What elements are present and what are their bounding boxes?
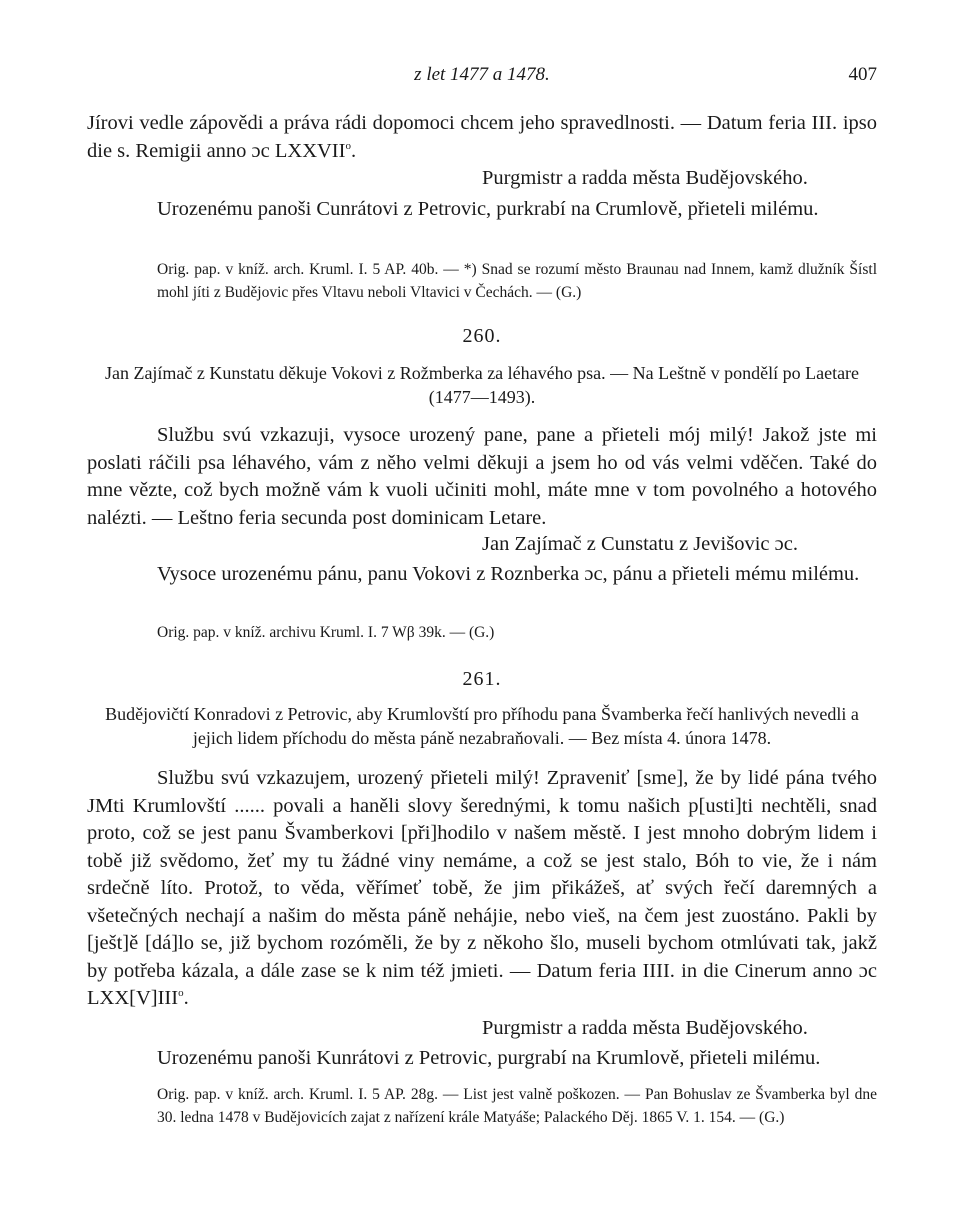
regest-261: Budějovičtí Konradovi z Petrovic, aby Krumlovští pro příhodu pana Švamberka řečí hanlivých nevedli a jejich lidem příchodu do města páně nezabraňovali. — Bez místa 4. února 1478. (105, 704, 859, 748)
previous-letter-address: Urozenému panoši Cunrátovi z Petrovic, purkrabí na Crumlově, přieteli milému. (157, 198, 819, 220)
page-number: 407 (848, 64, 877, 85)
running-title: z let 1477 a 1478. (414, 64, 550, 85)
signature-260: Jan Zajímač z Cunstatu z Jevišovic ɔc. (482, 533, 798, 555)
address-261: Urozenému panoši Kunrátovi z Petrovic, purgrabí na Krumlově, přieteli milému. (157, 1047, 821, 1069)
document-number-260: 260. (462, 325, 502, 347)
previous-letter-ending: Jírovi vedle zápovědi a práva rádi dopomoci chcem jeho spravedlnosti. — Datum feria III. ipso die s. Remigii anno ɔc LXXVII$^o$. (87, 112, 877, 162)
previous-letter-signature: Purgmistr a radda města Budějovského. (482, 167, 808, 189)
footnote-261: Orig. pap. v kníž. arch. Kruml. I. 5 AP. 28g. — List jest valně poškozen. — Pan Bohuslav ze Švamberka byl dne 30. ledna 1478 v Budějovicích zajat z nařízení krále Matyáše; Palackého Děj. 1865 V. 1. 154. — (G.) (157, 1086, 877, 1126)
address-260: Vysoce urozenému pánu, panu Vokovi z Roznberka ɔc, pánu a přieteli mému milému. (157, 563, 860, 585)
signature-261: Purgmistr a radda města Budějovského. (482, 1017, 808, 1039)
running-header (87, 64, 877, 88)
letter-body-261: Službu svú vzkazujem, urozený přieteli milý! Zpraveniť [sme], že by lidé pána tvého JMti Krumlovští ...... povali a haněli slovy šerednými, k tomu našich p[usti]ti nechtěli, snad proto, což se jest panu Švamberkovi [při]hodilo v našem městě. I jest mnoho dobrým lidem i tobě již svědomo, žeť my tu žádné viny nemáme, a což se jest stalo, Bóh to vie, že i nám srdečně líto. Protož, to věda, věřímeť tobě, že jim přikážeš, ať svých řečí daremných a všetečných nechají a našim do města páně nehájie, nebo vieš, na čem jest zuostáno. Pakli by [ješt]ě [dá]lo se, již bychom rozóměli, že by z někoho šlo, museli bychom otmlúvati tak, jakž by potřeba kázala, a dále zase se k nim též jmieti. — Datum feria IIII. in die Cinerum anno ɔc LXX[V]III$^o$. (87, 767, 877, 1009)
previous-letter-footnote: Orig. pap. v kníž. arch. Kruml. I. 5 AP. 40b. — *) Snad se rozumí město Braunau nad Innem, kamž dlužník Šístl mohl jíti z Budějovic přes Vltavu neboli Vltavici v Čechách. — (G.) (157, 261, 877, 301)
footnote-260: Orig. pap. v kníž. archivu Kruml. I. 7 Wβ 39k. — (G.) (157, 624, 495, 641)
letter-body-260: Službu svú vzkazuji, vysoce urozený pane, pane a přieteli mój milý! Jakož jste mi poslati ráčili psa léhavého, vám z něho velmi děkuji a jsem ho od vás velmi vděčen. Také do mne vězte, což bych možně vám k vuoli učiniti mohl, máte mne v tom povolného a hotového nalézti. — Leštno feria secunda post dominicam Letare. (87, 424, 877, 529)
previous-letter-text: Jírovi vedle zápovědi a práva rádi dopomoci chcem jeho spravedlnosti. — Datum feria III. ipso die s. Remigii anno ɔc LXXVII (87, 112, 877, 162)
superscript-o: o (345, 139, 351, 152)
document-number-261: 261. (462, 668, 502, 690)
superscript-o: o (178, 987, 184, 1000)
regest-260: Jan Zajímač z Kunstatu děkuje Vokovi z Rožmberka za léhavého psa. — Na Leštně v pondělí po Laetare (1477—1493). (104, 363, 860, 407)
